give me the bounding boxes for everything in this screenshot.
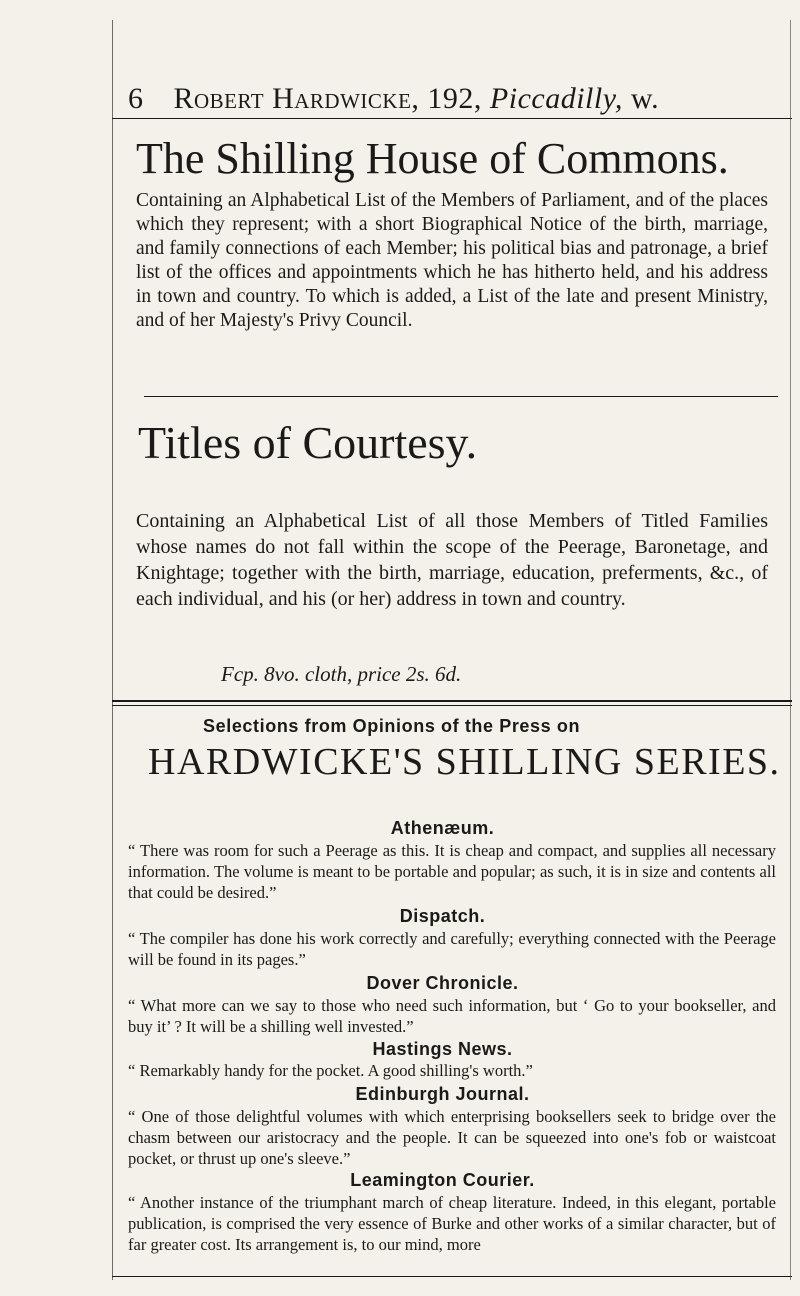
page-number: 6 (128, 82, 144, 115)
review-source: Leamington Courier. (350, 1170, 535, 1190)
commons-description: Containing an Alphabetical List of the Members of Parliament, and of the places which they represent; with a short Biographical Notice of the birth, marriage, and family connections of each Member; his political bias and patronage, a brief list of the offices and appointments which he has hitherto held, and his address in town and country. To which is added, a List of the late and present Ministry, and of her Majesty's Privy Council. (136, 190, 768, 331)
publisher-name: Robert Hardwicke, (173, 82, 420, 115)
double-rule-top (112, 700, 792, 702)
review-source: Dover Chronicle. (366, 973, 519, 993)
review-quote: “ Another instance of the triumphant march of cheap literature. Indeed, in this elegant, portable publication, is comprised the very essence of Burke and other works of a similar character, but of far greater cost. Its arrangement is, to our mind, more (128, 1193, 776, 1254)
page-frame-left (112, 20, 113, 1280)
courtesy-title: Titles of Courtesy. (138, 417, 478, 468)
courtesy-description: Containing an Alphabetical List of all those Members of Titled Families whose names do not fall within the scope of the Peerage, Baronetage, and Knightage; together with the birth, marriage, education, preferments, &c., of each individual, and his (or her) address in town and country. (136, 510, 768, 610)
review-source: Hastings News. (372, 1039, 513, 1059)
review-source: Edinburgh Journal. (355, 1084, 530, 1104)
section-divider (144, 396, 778, 397)
review-quote: “ What more can we say to those who need such information, but ‘ Go to your bookseller, and buy it’ ? It will be a shilling well invested.” (128, 996, 776, 1036)
review-quote: “ The compiler has done his work correctly and carefully; everything connected with the Peerage will be found in its pages.” (128, 929, 776, 969)
header-rule (112, 118, 792, 119)
running-header (128, 82, 768, 116)
review-source: Athenæum. (390, 818, 495, 838)
publisher-address: 192, (427, 82, 482, 115)
page-bottom-rule (112, 1276, 792, 1277)
commons-title: The Shilling House of Commons. (136, 134, 729, 183)
review-quote: “ One of those delightful volumes with which enterprising booksellers seek to bridge over the chasm between our aristocracy and the people. It can be squeezed into one's fob or waistcoat pocket, or thrust up one's sleeve.” (128, 1107, 776, 1168)
page-frame-right (790, 20, 791, 1280)
review-quote: “ There was room for such a Peerage as this. It is cheap and compact, and supplies all necessary information. The volume is meant to be portable and popular; as such, it is in size and contents all that could be desired.” (128, 841, 776, 902)
review-source: Dispatch. (399, 906, 486, 926)
series-title: HARDWICKE'S SHILLING SERIES. (148, 741, 781, 783)
review-quote: “ Remarkably handy for the pocket. A good shilling's worth.” (128, 1061, 533, 1080)
price-line: Fcp. 8vo. cloth, price 2s. 6d. (221, 662, 462, 686)
selections-heading: Selections from Opinions of the Press on (203, 716, 581, 736)
double-rule-bottom (112, 705, 792, 706)
publisher-street: Piccadilly, (489, 82, 623, 115)
publisher-district: w. (630, 82, 660, 115)
